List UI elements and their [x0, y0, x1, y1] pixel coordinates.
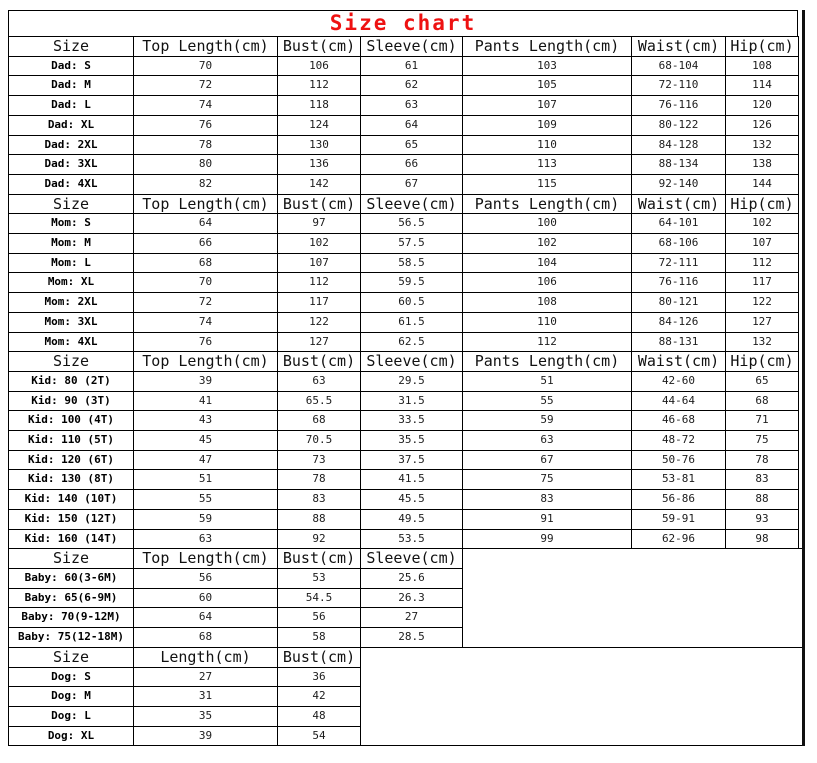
size-value: 41.5: [361, 470, 463, 490]
size-value: 88: [278, 509, 361, 529]
size-value: 66: [134, 234, 278, 254]
size-value: 108: [463, 293, 632, 313]
column-header: Sleeve(cm): [361, 194, 463, 214]
column-header: Bust(cm): [278, 194, 361, 214]
size-value: 39: [134, 726, 278, 746]
size-value: 78: [278, 470, 361, 490]
table-row: [9, 411, 799, 431]
size-value: 68-106: [632, 234, 726, 254]
table-row: [9, 470, 799, 490]
size-value: 76: [134, 115, 278, 135]
size-value: 72-110: [632, 76, 726, 96]
size-value: 59: [463, 411, 632, 431]
size-value: 142: [278, 174, 361, 194]
size-value: 70: [134, 56, 278, 76]
size-value: 112: [463, 332, 632, 352]
size-value: 27: [134, 667, 278, 687]
column-header: Waist(cm): [632, 37, 726, 57]
size-value: 84-126: [632, 312, 726, 332]
size-value: 62: [361, 76, 463, 96]
size-table-dad: [8, 36, 799, 195]
column-header: Size: [9, 194, 134, 214]
column-header: Sleeve(cm): [361, 352, 463, 372]
size-value: 72-111: [632, 253, 726, 273]
size-value: 127: [726, 312, 799, 332]
table-row: [9, 293, 799, 313]
size-value: 88-131: [632, 332, 726, 352]
column-header: Pants Length(cm): [463, 194, 632, 214]
column-header: Size: [9, 647, 134, 667]
table-row: [9, 667, 361, 687]
size-value: 122: [726, 293, 799, 313]
column-header: Top Length(cm): [134, 352, 278, 372]
size-value: 110: [463, 135, 632, 155]
table-row: [9, 490, 799, 510]
size-value: 83: [278, 490, 361, 510]
size-value: 120: [726, 96, 799, 116]
size-label: Kid: 130 (8T): [9, 470, 134, 490]
size-value: 98: [726, 529, 799, 549]
section-mom: [8, 194, 802, 353]
table-row: [9, 174, 799, 194]
size-value: 39: [134, 371, 278, 391]
size-label: Mom: 2XL: [9, 293, 134, 313]
size-label: Kid: 80 (2T): [9, 371, 134, 391]
size-label: Mom: S: [9, 214, 134, 234]
size-value: 75: [726, 431, 799, 451]
column-header: Bust(cm): [278, 647, 361, 667]
size-value: 63: [361, 96, 463, 116]
size-label: Kid: 150 (12T): [9, 509, 134, 529]
size-value: 80-122: [632, 115, 726, 135]
size-label: Mom: 4XL: [9, 332, 134, 352]
table-row: [9, 391, 799, 411]
size-value: 59-91: [632, 509, 726, 529]
size-value: 132: [726, 135, 799, 155]
size-value: 65.5: [278, 391, 361, 411]
column-header: Hip(cm): [726, 352, 799, 372]
column-header: Top Length(cm): [134, 194, 278, 214]
column-header: Bust(cm): [278, 352, 361, 372]
size-value: 80-121: [632, 293, 726, 313]
size-value: 65: [361, 135, 463, 155]
header-row-mom: [9, 194, 799, 214]
size-value: 106: [463, 273, 632, 293]
size-value: 122: [278, 312, 361, 332]
size-label: Kid: 160 (14T): [9, 529, 134, 549]
size-value: 58: [278, 628, 361, 648]
size-value: 54.5: [278, 588, 361, 608]
size-value: 72: [134, 76, 278, 96]
size-value: 107: [463, 96, 632, 116]
size-value: 88-134: [632, 155, 726, 175]
size-label: Kid: 140 (10T): [9, 490, 134, 510]
size-value: 60.5: [361, 293, 463, 313]
size-value: 26.3: [361, 588, 463, 608]
size-value: 47: [134, 450, 278, 470]
size-value: 144: [726, 174, 799, 194]
size-value: 99: [463, 529, 632, 549]
column-header: Top Length(cm): [134, 37, 278, 57]
size-value: 80: [134, 155, 278, 175]
table-row: [9, 332, 799, 352]
size-label: Dad: XL: [9, 115, 134, 135]
size-value: 56-86: [632, 490, 726, 510]
size-value: 112: [726, 253, 799, 273]
size-value: 115: [463, 174, 632, 194]
column-header: Hip(cm): [726, 37, 799, 57]
size-label: Kid: 90 (3T): [9, 391, 134, 411]
size-value: 42-60: [632, 371, 726, 391]
size-value: 61.5: [361, 312, 463, 332]
table-row: [9, 450, 799, 470]
table-row: [9, 234, 799, 254]
size-value: 56: [134, 568, 278, 588]
size-label: Baby: 65(6-9M): [9, 588, 134, 608]
size-value: 64: [134, 608, 278, 628]
size-label: Baby: 70(9-12M): [9, 608, 134, 628]
column-header: Pants Length(cm): [463, 352, 632, 372]
size-value: 31.5: [361, 391, 463, 411]
size-value: 63: [134, 529, 278, 549]
size-value: 70: [134, 273, 278, 293]
size-value: 112: [278, 273, 361, 293]
size-value: 68: [134, 253, 278, 273]
table-row: [9, 706, 361, 726]
size-value: 59.5: [361, 273, 463, 293]
size-label: Dad: 3XL: [9, 155, 134, 175]
size-value: 102: [463, 234, 632, 254]
size-value: 62-96: [632, 529, 726, 549]
size-label: Mom: 3XL: [9, 312, 134, 332]
size-value: 49.5: [361, 509, 463, 529]
column-header: Bust(cm): [278, 549, 361, 569]
header-row-dad: [9, 37, 799, 57]
table-row: [9, 155, 799, 175]
table-row: [9, 509, 799, 529]
size-value: 62.5: [361, 332, 463, 352]
size-value: 31: [134, 687, 278, 707]
size-value: 71: [726, 411, 799, 431]
size-value: 107: [726, 234, 799, 254]
table-row: [9, 312, 799, 332]
size-value: 102: [726, 214, 799, 234]
size-value: 97: [278, 214, 361, 234]
section-dad: [8, 36, 802, 195]
size-value: 88: [726, 490, 799, 510]
size-value: 100: [463, 214, 632, 234]
table-row: [9, 96, 799, 116]
size-value: 113: [463, 155, 632, 175]
section-baby: [8, 548, 802, 648]
size-value: 28.5: [361, 628, 463, 648]
column-header: Sleeve(cm): [361, 549, 463, 569]
size-value: 127: [278, 332, 361, 352]
size-value: 51: [134, 470, 278, 490]
size-value: 68-104: [632, 56, 726, 76]
size-value: 56: [278, 608, 361, 628]
table-row: [9, 568, 463, 588]
size-value: 106: [278, 56, 361, 76]
size-value: 76-116: [632, 96, 726, 116]
size-label: Kid: 100 (4T): [9, 411, 134, 431]
column-header: Top Length(cm): [134, 549, 278, 569]
size-value: 72: [134, 293, 278, 313]
column-header: Size: [9, 352, 134, 372]
table-row: [9, 371, 799, 391]
size-value: 53.5: [361, 529, 463, 549]
size-value: 25.6: [361, 568, 463, 588]
size-label: Baby: 60(3-6M): [9, 568, 134, 588]
size-value: 117: [278, 293, 361, 313]
size-value: 67: [361, 174, 463, 194]
size-value: 74: [134, 312, 278, 332]
size-table-baby: [8, 548, 463, 648]
size-table-dog: [8, 647, 361, 747]
size-value: 50-76: [632, 450, 726, 470]
column-header: Bust(cm): [278, 37, 361, 57]
table-row: [9, 76, 799, 96]
size-value: 37.5: [361, 450, 463, 470]
size-label: Kid: 120 (6T): [9, 450, 134, 470]
table-row: [9, 135, 799, 155]
size-value: 138: [726, 155, 799, 175]
size-table-mom: [8, 194, 799, 353]
table-row: [9, 431, 799, 451]
size-label: Dog: S: [9, 667, 134, 687]
size-value: 117: [726, 273, 799, 293]
size-value: 63: [463, 431, 632, 451]
size-value: 75: [463, 470, 632, 490]
column-header: Waist(cm): [632, 194, 726, 214]
table-row: [9, 529, 799, 549]
size-value: 27: [361, 608, 463, 628]
empty-area: [463, 548, 802, 648]
size-value: 68: [134, 628, 278, 648]
chart-title: Size chart: [8, 10, 798, 37]
size-value: 55: [463, 391, 632, 411]
size-value: 93: [726, 509, 799, 529]
size-value: 56.5: [361, 214, 463, 234]
column-header: Sleeve(cm): [361, 37, 463, 57]
size-value: 136: [278, 155, 361, 175]
size-value: 109: [463, 115, 632, 135]
size-value: 70.5: [278, 431, 361, 451]
size-value: 67: [463, 450, 632, 470]
size-value: 29.5: [361, 371, 463, 391]
size-value: 63: [278, 371, 361, 391]
size-value: 132: [726, 332, 799, 352]
size-label: Mom: L: [9, 253, 134, 273]
size-value: 64-101: [632, 214, 726, 234]
size-value: 48-72: [632, 431, 726, 451]
size-value: 102: [278, 234, 361, 254]
size-value: 53: [278, 568, 361, 588]
table-row: [9, 253, 799, 273]
size-value: 64: [361, 115, 463, 135]
size-value: 126: [726, 115, 799, 135]
size-value: 54: [278, 726, 361, 746]
column-header: Hip(cm): [726, 194, 799, 214]
size-value: 108: [726, 56, 799, 76]
size-label: Dog: M: [9, 687, 134, 707]
size-value: 35: [134, 706, 278, 726]
size-value: 36: [278, 667, 361, 687]
size-value: 110: [463, 312, 632, 332]
size-value: 104: [463, 253, 632, 273]
size-label: Dad: 2XL: [9, 135, 134, 155]
column-header: Size: [9, 37, 134, 57]
size-value: 78: [134, 135, 278, 155]
empty-area: [361, 647, 802, 747]
size-label: Dog: XL: [9, 726, 134, 746]
size-value: 118: [278, 96, 361, 116]
size-value: 45: [134, 431, 278, 451]
size-value: 92: [278, 529, 361, 549]
size-value: 51: [463, 371, 632, 391]
size-chart-sheet: [8, 10, 805, 746]
size-label: Dad: S: [9, 56, 134, 76]
section-kid: [8, 351, 802, 549]
column-header: Length(cm): [134, 647, 278, 667]
size-value: 46-68: [632, 411, 726, 431]
size-value: 73: [278, 450, 361, 470]
size-value: 76-116: [632, 273, 726, 293]
table-row: [9, 588, 463, 608]
table-row: [9, 273, 799, 293]
size-label: Baby: 75(12-18M): [9, 628, 134, 648]
size-value: 64: [134, 214, 278, 234]
size-value: 82: [134, 174, 278, 194]
size-label: Dad: L: [9, 96, 134, 116]
size-value: 60: [134, 588, 278, 608]
size-value: 44-64: [632, 391, 726, 411]
size-label: Dad: 4XL: [9, 174, 134, 194]
size-value: 45.5: [361, 490, 463, 510]
column-header: Size: [9, 549, 134, 569]
size-label: Dad: M: [9, 76, 134, 96]
size-table-kid: [8, 351, 799, 549]
table-row: [9, 687, 361, 707]
table-row: [9, 608, 463, 628]
size-value: 92-140: [632, 174, 726, 194]
size-value: 76: [134, 332, 278, 352]
header-row-kid: [9, 352, 799, 372]
size-label: Mom: M: [9, 234, 134, 254]
size-value: 124: [278, 115, 361, 135]
column-header: Pants Length(cm): [463, 37, 632, 57]
header-row-dog: [9, 647, 361, 667]
size-value: 66: [361, 155, 463, 175]
size-value: 107: [278, 253, 361, 273]
size-value: 61: [361, 56, 463, 76]
size-value: 103: [463, 56, 632, 76]
size-value: 65: [726, 371, 799, 391]
size-value: 58.5: [361, 253, 463, 273]
size-value: 105: [463, 76, 632, 96]
size-label: Dog: L: [9, 706, 134, 726]
size-value: 83: [463, 490, 632, 510]
size-value: 57.5: [361, 234, 463, 254]
header-row-baby: [9, 549, 463, 569]
size-tables-container: [8, 36, 802, 746]
size-value: 48: [278, 706, 361, 726]
table-row: [9, 726, 361, 746]
table-row: [9, 56, 799, 76]
size-value: 59: [134, 509, 278, 529]
size-value: 78: [726, 450, 799, 470]
size-value: 42: [278, 687, 361, 707]
size-value: 55: [134, 490, 278, 510]
column-header: Waist(cm): [632, 352, 726, 372]
size-value: 130: [278, 135, 361, 155]
table-row: [9, 115, 799, 135]
size-value: 74: [134, 96, 278, 116]
table-row: [9, 214, 799, 234]
size-value: 83: [726, 470, 799, 490]
size-label: Kid: 110 (5T): [9, 431, 134, 451]
size-value: 35.5: [361, 431, 463, 451]
size-value: 68: [278, 411, 361, 431]
size-value: 91: [463, 509, 632, 529]
size-value: 41: [134, 391, 278, 411]
size-value: 43: [134, 411, 278, 431]
size-value: 68: [726, 391, 799, 411]
size-label: Mom: XL: [9, 273, 134, 293]
size-value: 84-128: [632, 135, 726, 155]
table-row: [9, 628, 463, 648]
size-value: 114: [726, 76, 799, 96]
size-value: 53-81: [632, 470, 726, 490]
size-value: 33.5: [361, 411, 463, 431]
size-value: 112: [278, 76, 361, 96]
section-dog: [8, 647, 802, 747]
